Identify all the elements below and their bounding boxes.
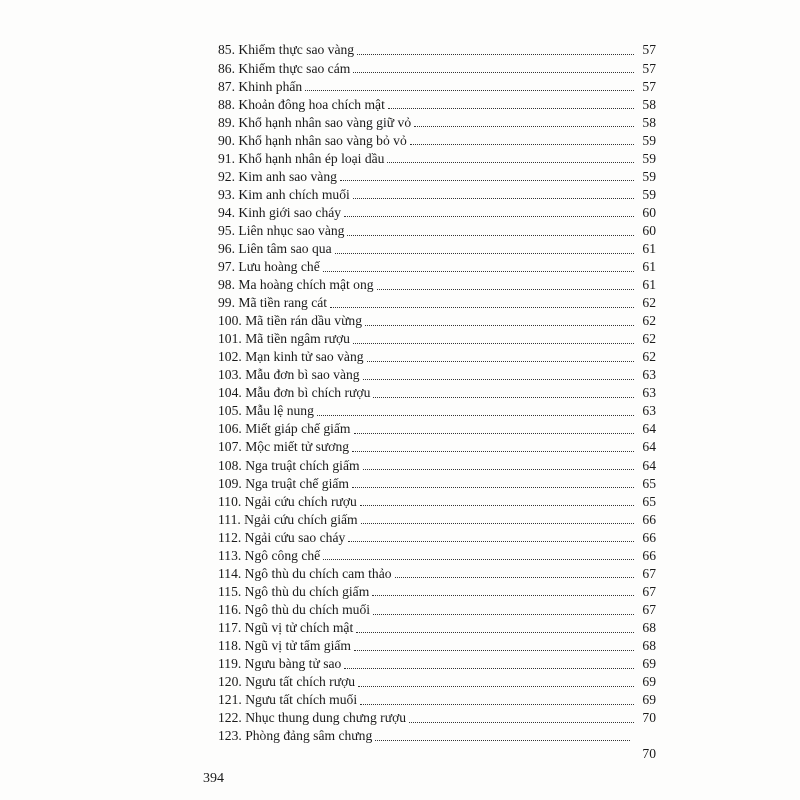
toc-entry xyxy=(212,329,658,347)
toc-entry xyxy=(212,239,658,257)
toc-entry-title: 123. Phòng đảng sâm chưng xyxy=(218,728,373,744)
toc-entry-title: 114. Ngô thù du chích cam thảo xyxy=(218,565,392,581)
dot-leader xyxy=(360,704,634,705)
dot-leader xyxy=(305,90,634,91)
toc-entry-title: 100. Mã tiền rán dầu vừng xyxy=(218,313,363,329)
dot-leader xyxy=(387,162,634,163)
toc-entry-page: 62 xyxy=(642,313,656,329)
dot-leader xyxy=(410,144,634,145)
toc-entry xyxy=(212,726,658,762)
toc-entry xyxy=(212,545,658,563)
toc-entry-title: 92. Kim anh sao vàng xyxy=(218,168,337,184)
toc-entry xyxy=(212,76,658,94)
toc-entry-title: 101. Mã tiền ngâm rượu xyxy=(218,331,350,347)
toc-entry-title: 119. Ngưu bàng tử sao xyxy=(218,656,342,672)
toc-entry-page: 67 xyxy=(642,583,656,599)
dot-leader xyxy=(409,722,634,723)
toc-entry-title: 122. Nhục thung dung chưng rượu xyxy=(218,710,407,726)
toc-entry xyxy=(212,202,658,220)
toc-entry-page: 68 xyxy=(642,638,656,653)
dot-leader xyxy=(335,253,634,254)
toc-entry-page: 59 xyxy=(642,132,656,148)
toc-entry xyxy=(212,58,658,76)
toc-entry xyxy=(212,257,658,275)
toc-entry-page: 64 xyxy=(642,439,656,455)
toc-entry xyxy=(212,383,658,401)
toc-entry xyxy=(212,708,658,726)
toc-entry xyxy=(212,599,658,617)
toc-entry-title: 108. Nga truật chích giấm xyxy=(218,457,360,473)
toc-entry-page: 57 xyxy=(642,78,656,94)
dot-leader xyxy=(323,559,634,560)
toc-entry xyxy=(212,491,658,509)
toc-entry-title: 102. Mạn kinh tử sao vàng xyxy=(218,349,364,365)
toc-entry-title: 103. Mẫu đơn bì sao vàng xyxy=(218,367,360,383)
toc-entry-title: 90. Khổ hạnh nhân sao vàng bỏ vỏ xyxy=(218,132,407,148)
toc-entry-page: 65 xyxy=(642,475,656,491)
dot-leader xyxy=(358,686,634,687)
dot-leader xyxy=(373,614,634,615)
toc-entry-page: 63 xyxy=(642,385,656,401)
toc-entry-page: 69 xyxy=(642,656,656,672)
dot-leader xyxy=(352,487,634,488)
dot-leader xyxy=(367,361,634,362)
toc-entry-title: 117. Ngũ vị tử chích mật xyxy=(218,619,354,635)
toc-entry-page: 65 xyxy=(642,493,656,509)
toc-entry-page: 59 xyxy=(642,186,656,202)
toc-entry-title: 91. Khổ hạnh nhân ép loại dầu xyxy=(218,150,385,166)
dot-leader xyxy=(317,415,634,416)
toc-entry xyxy=(212,581,658,599)
toc-entry xyxy=(212,166,658,184)
toc-entry-title: 104. Mẫu đơn bì chích rượu xyxy=(218,385,371,401)
toc-entry-page: 59 xyxy=(642,168,656,184)
dot-leader xyxy=(352,451,634,452)
toc-entry-title: 112. Ngải cứu sao cháy xyxy=(218,529,346,545)
toc-entry-title: 105. Mẫu lệ nung xyxy=(218,403,314,419)
dot-leader xyxy=(348,541,634,542)
toc-entry xyxy=(212,365,658,383)
toc-entry xyxy=(212,618,658,636)
toc-entry-page: 61 xyxy=(642,277,656,293)
toc-entry xyxy=(212,311,658,329)
dot-leader xyxy=(323,271,634,272)
table-of-contents xyxy=(212,40,658,762)
dot-leader xyxy=(361,523,634,524)
dot-leader xyxy=(373,397,634,398)
toc-entry xyxy=(212,455,658,473)
toc-entry-title: 106. Miết giáp chế giấm xyxy=(218,421,351,437)
toc-entry-page: 62 xyxy=(642,331,656,347)
toc-entry-page: 70 xyxy=(642,746,656,762)
toc-entry xyxy=(212,636,658,654)
toc-entry-title: 94. Kinh giới sao cháy xyxy=(218,204,342,220)
toc-entry-title: 85. Khiếm thực sao vàng xyxy=(218,42,355,58)
dot-leader xyxy=(344,216,634,217)
toc-entry-page: 66 xyxy=(642,511,656,527)
toc-entry-page: 67 xyxy=(642,601,656,617)
dot-leader xyxy=(330,307,634,308)
dot-leader xyxy=(356,632,634,633)
dot-leader xyxy=(354,650,634,651)
toc-entry-title: 86. Khiếm thực sao cám xyxy=(218,60,351,76)
dot-leader xyxy=(365,325,634,326)
dot-leader xyxy=(354,433,634,434)
toc-entry xyxy=(212,112,658,130)
dot-leader xyxy=(372,595,634,596)
toc-entry-title: 99. Mã tiền rang cát xyxy=(218,295,328,311)
toc-entry xyxy=(212,275,658,293)
toc-entry-page: 60 xyxy=(642,222,656,238)
toc-entry-page: 62 xyxy=(642,295,656,311)
toc-entry-title: 96. Liên tâm sao qua xyxy=(218,240,332,256)
toc-entry-page: 69 xyxy=(642,674,656,690)
toc-entry-title: 93. Kim anh chích muối xyxy=(218,186,350,202)
toc-entry-page: 57 xyxy=(642,60,656,76)
toc-entry-page: 66 xyxy=(642,529,656,545)
toc-entry-title: 109. Nga truật chế giấm xyxy=(218,475,349,491)
toc-entry-title: 118. Ngũ vị tử tẩm giấm xyxy=(218,638,351,653)
toc-entry xyxy=(212,563,658,581)
toc-entry-title: 110. Ngải cứu chích rượu xyxy=(218,493,357,509)
dot-leader xyxy=(360,505,634,506)
toc-entry-page: 61 xyxy=(642,259,656,275)
toc-entry xyxy=(212,527,658,545)
toc-entry xyxy=(212,437,658,455)
toc-entry-page: 64 xyxy=(642,457,656,473)
toc-entry xyxy=(212,40,658,58)
dot-leader xyxy=(357,54,634,55)
dot-leader xyxy=(363,379,634,380)
toc-entry-page: 63 xyxy=(642,403,656,419)
toc-entry xyxy=(212,419,658,437)
dot-leader xyxy=(344,668,634,669)
dot-leader xyxy=(353,198,634,199)
toc-entry-title: 115. Ngô thù du chích giấm xyxy=(218,583,370,599)
dot-leader xyxy=(347,235,634,236)
toc-entry xyxy=(212,654,658,672)
toc-entry xyxy=(212,473,658,491)
toc-entry-title: 98. Ma hoàng chích mật ong xyxy=(218,277,374,293)
dot-leader xyxy=(353,72,634,73)
toc-entry-title: 88. Khoản đông hoa chích mật xyxy=(218,96,385,112)
toc-entry xyxy=(212,293,658,311)
dot-leader xyxy=(388,108,634,109)
dot-leader xyxy=(353,343,634,344)
toc-entry-page: 58 xyxy=(642,114,656,130)
toc-entry-page: 61 xyxy=(642,240,656,256)
toc-entry-page: 66 xyxy=(642,547,656,563)
dot-leader xyxy=(363,469,634,470)
toc-entry-page: 57 xyxy=(642,42,656,58)
toc-entry-page: 59 xyxy=(642,150,656,166)
toc-entry xyxy=(212,148,658,166)
toc-entry-title: 121. Ngưu tất chích muối xyxy=(218,692,358,708)
toc-entry xyxy=(212,184,658,202)
toc-entry xyxy=(212,94,658,112)
toc-entry-title: 120. Ngưu tất chích rượu xyxy=(218,674,356,690)
dot-leader xyxy=(375,740,630,741)
toc-entry-title: 116. Ngô thù du chích muối xyxy=(218,601,371,617)
toc-entry-title: 97. Lưu hoàng chế xyxy=(218,259,320,275)
toc-entry-page: 60 xyxy=(642,204,656,220)
toc-entry-title: 107. Mộc miết tử sương xyxy=(218,439,350,455)
toc-entry-page: 69 xyxy=(642,692,656,708)
dot-leader xyxy=(414,126,634,127)
toc-entry-page: 68 xyxy=(642,619,656,635)
toc-entry xyxy=(212,130,658,148)
toc-entry-title: 95. Liên nhục sao vàng xyxy=(218,222,345,238)
toc-entry-page: 62 xyxy=(642,349,656,365)
toc-entry xyxy=(212,690,658,708)
toc-entry-title: 87. Khinh phấn xyxy=(218,78,303,94)
toc-entry-title: 113. Ngô công chế xyxy=(218,547,321,563)
toc-entry-title: 111. Ngải cứu chích giấm xyxy=(218,511,358,527)
toc-entry-page: 67 xyxy=(642,565,656,581)
toc-entry-title: 89. Khổ hạnh nhân sao vàng giữ vỏ xyxy=(218,114,412,130)
toc-entry-page: 70 xyxy=(642,710,656,726)
dot-leader xyxy=(340,180,634,181)
dot-leader xyxy=(377,289,634,290)
toc-entry-page: 58 xyxy=(642,96,656,112)
toc-entry-page: 63 xyxy=(642,367,656,383)
page-number: 394 xyxy=(203,771,224,786)
dot-leader xyxy=(395,577,634,578)
toc-entry xyxy=(212,401,658,419)
toc-entry-page: 64 xyxy=(642,421,656,437)
toc-entry xyxy=(212,347,658,365)
toc-entry xyxy=(212,509,658,527)
toc-entry xyxy=(212,220,658,238)
toc-entry xyxy=(212,672,658,690)
